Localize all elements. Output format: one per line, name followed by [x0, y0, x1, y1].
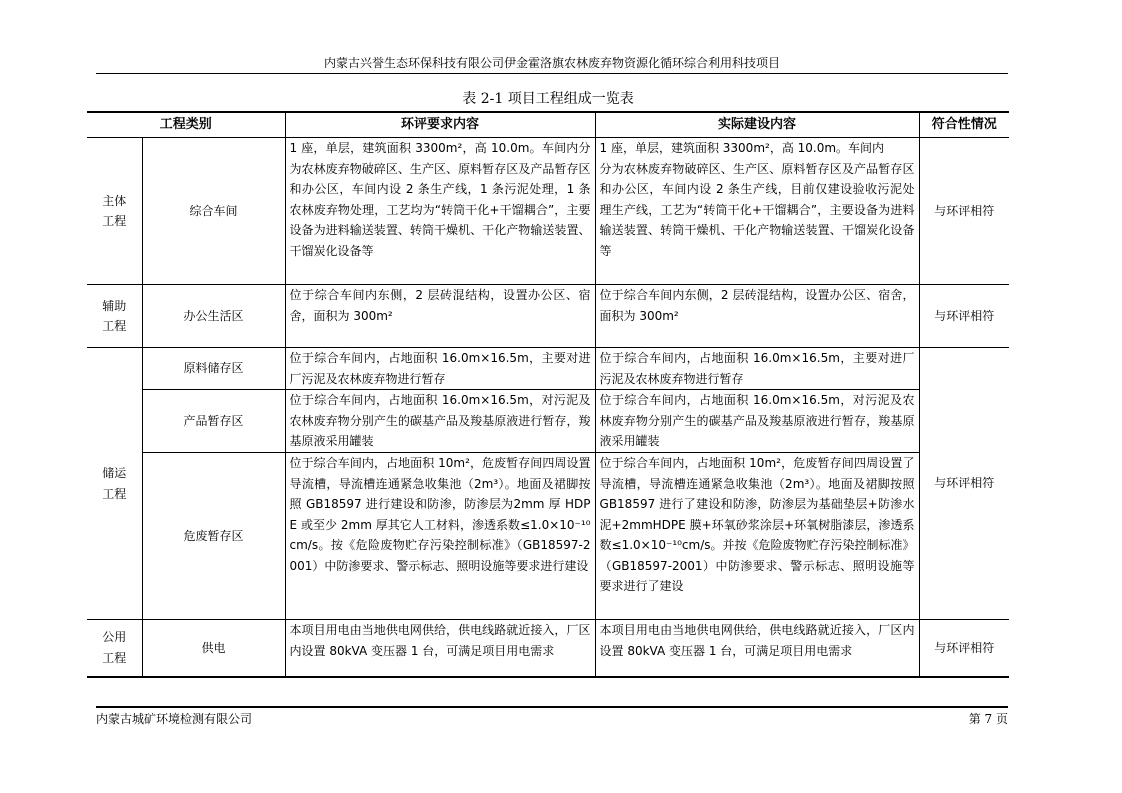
actual-content-cell: 本项目用电由当地供电网供给，供电线路就近接入，厂区内设置 80kVA 变压器 1 台，可满足项目用电需求 — [595, 620, 919, 677]
header-rule — [96, 73, 1008, 74]
table-caption: 表 2-1 项目工程组成一览表 — [462, 91, 634, 107]
category-cell: 辅助 工程 — [87, 285, 142, 348]
actual-content-cell: 位于综合车间内，占地面积 16.0m×16.5m，主要对进厂污泥及农林废弃物进行暂存 — [595, 348, 919, 390]
required-content-cell: 本项目用电由当地供电网供给，供电线路就近接入，厂区内设置 80kVA 变压器 1 台，可满足项目用电需求 — [285, 620, 595, 677]
compliance-cell: 与环评相符 — [919, 138, 1009, 285]
category-cell: 主体 工程 — [87, 138, 142, 285]
table-header-row — [87, 112, 1009, 138]
table-row — [87, 138, 1009, 285]
item-name-cell: 产品暂存区 — [142, 390, 285, 453]
item-name-cell: 供电 — [142, 620, 285, 677]
required-content-cell: 位于综合车间内，占地面积 16.0m×16.5m，对污泥及农林废弃物分别产生的碳基产品及羧基原液进行暂存，羧基原液采用罐装 — [285, 390, 595, 453]
actual-content-cell: 位于综合车间内，占地面积 16.0m×16.5m，对污泥及农林废弃物分别产生的碳基产品及羧基原液进行暂存，羧基原液采用罐装 — [595, 390, 919, 453]
item-name-cell: 原料储存区 — [142, 348, 285, 390]
table-row — [87, 390, 1009, 453]
actual-content-cell: 位于综合车间内东侧，2 层砖混结构，设置办公区、宿舍，面积为 300m² — [595, 285, 919, 348]
header-required: 环评要求内容 — [285, 112, 595, 138]
item-name-cell: 综合车间 — [142, 138, 285, 285]
table-row — [87, 453, 1009, 620]
compliance-cell: 与环评相符 — [919, 620, 1009, 677]
header-category: 工程类别 — [87, 112, 285, 138]
header-result: 符合性情况 — [919, 112, 1009, 138]
footer-rule — [96, 706, 1008, 708]
item-name-cell: 危废暂存区 — [142, 453, 285, 620]
required-content-cell: 1 座，单层，建筑面积 3300m²，高 10.0m。车间内分为农林废弃物破碎区、生产区、原料暂存区及产品暂存区和办公区，车间内设 2 条生产线，1 条污泥处理，1 条农林废弃物处理，工艺均为“转筒干化+干馏耦合”，主要设备为进料输送装置、转筒干燥机、干化产物输送装置、干馏炭化设备等 — [285, 138, 595, 285]
required-content-cell: 位于综合车间内，占地面积 16.0m×16.5m，主要对进厂污泥及农林废弃物进行暂存 — [285, 348, 595, 390]
category-cell: 公用 工程 — [87, 620, 142, 677]
actual-content-cell: 位于综合车间内，占地面积 10m²，危废暂存间四周设置了导流槽，导流槽连通紧急收集池（2m³）。地面及裙脚按照 GB18597 进行了建设和防渗，防渗层为基础垫层+防渗水泥+2mmHDPE 膜+环氧砂浆涂层+环氧树脂漆层，渗透系数≤1.0×10⁻¹⁰cm/s。并按《危险废物贮存污染控制标准》（GB18597-2001）中防渗要求、警示标志、照明设施等要求进行了建设 — [595, 453, 919, 620]
required-content-cell: 位于综合车间内东侧，2 层砖混结构，设置办公区、宿舍，面积为 300m² — [285, 285, 595, 348]
table-row — [87, 285, 1009, 348]
table-row — [87, 348, 1009, 390]
actual-content-cell: 1 座，单层，建筑面积 3300m²，高 10.0m。车间内 分为农林废弃物破碎区、生产区、原料暂存区及产品暂存区和办公区，车间内设 2 条生产线，目前仅建设验收污泥处理生产线，工艺为“转筒干化+干馏耦合”，主要设备为进料输送装置、转筒干燥机、干化产物输送装置、干馏炭化设备等 — [595, 138, 919, 285]
required-content-cell: 位于综合车间内，占地面积 10m²，危废暂存间四周设置导流槽，导流槽连通紧急收集池（2m³）。地面及裙脚按照 GB18597 进行建设和防渗，防渗层为2mm 厚 HDPE 或至少 2mm 厚其它人工材料，渗透系数≤1.0×10⁻¹⁰cm/s。按《危险废物贮存污染控制标准》（GB18597-2001）中防渗要求、警示标志、照明设施等要求进行建设 — [285, 453, 595, 620]
compliance-cell: 与环评相符 — [919, 285, 1009, 348]
item-name-cell: 办公生活区 — [142, 285, 285, 348]
table-row — [87, 620, 1009, 677]
running-header: 内蒙古兴誉生态环保科技有限公司伊金霍洛旗农林废弃物资源化循环综合利用科技项目 — [323, 56, 780, 70]
project-composition-table — [87, 111, 1009, 678]
header-actual: 实际建设内容 — [595, 112, 919, 138]
page-number: 第 7 页 — [968, 712, 1008, 726]
category-cell: 储运 工程 — [87, 348, 142, 620]
compliance-cell: 与环评相符 — [919, 348, 1009, 620]
footer-company: 内蒙古城矿环境检测有限公司 — [96, 712, 253, 726]
